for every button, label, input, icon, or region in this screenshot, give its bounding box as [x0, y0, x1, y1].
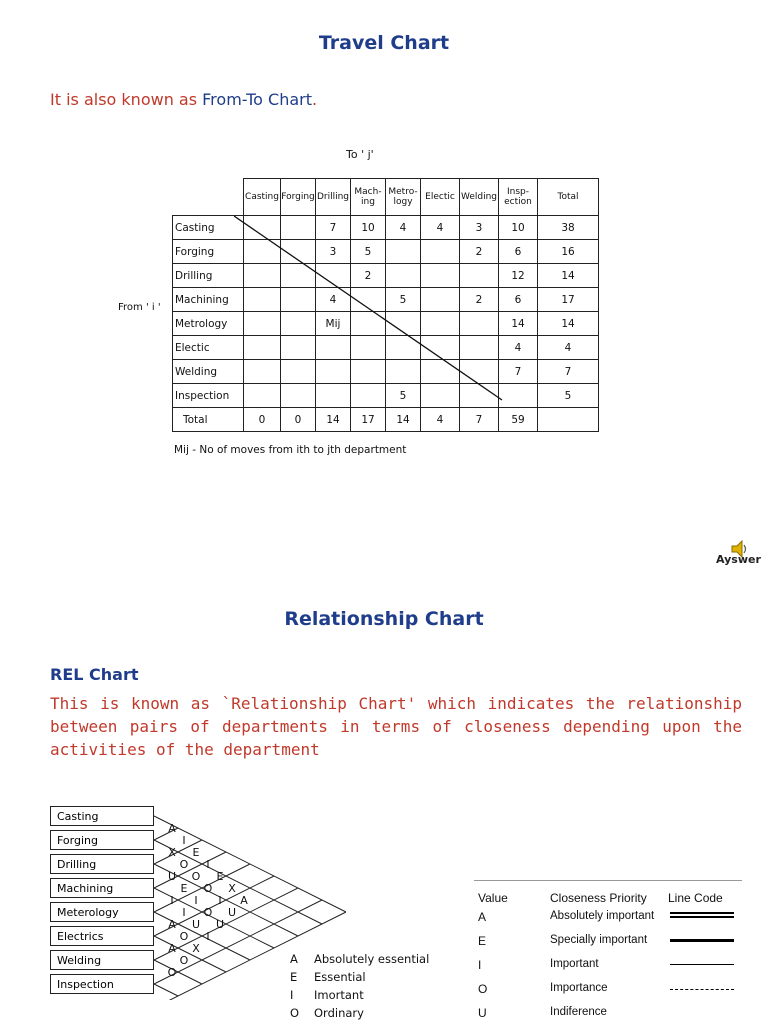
department-box: Welding	[50, 950, 154, 970]
table-cell: 17	[538, 288, 599, 312]
closeness-code: A	[168, 918, 176, 931]
diagonal-line	[234, 216, 504, 402]
rel-chart-subtitle: REL Chart	[50, 665, 139, 684]
closeness-code: U	[215, 918, 225, 931]
closeness-code: A	[240, 894, 248, 907]
legend-priority: Importance	[550, 982, 608, 994]
closeness-code: E	[192, 846, 200, 859]
table-cell: 3	[460, 216, 499, 240]
row-label: Machining	[173, 288, 244, 312]
department-box: Meterology	[50, 902, 154, 922]
col-header: Total	[538, 179, 599, 216]
key-code: O	[290, 1006, 300, 1020]
table-cell: 59	[499, 408, 538, 432]
closeness-code: O	[203, 906, 213, 919]
to-label: To ' j'	[346, 148, 374, 161]
table-cell	[499, 384, 538, 408]
line-code-sample	[670, 939, 734, 942]
row-label: Casting	[173, 216, 244, 240]
legend-value: E	[478, 934, 487, 948]
table-cell: 6	[499, 240, 538, 264]
closeness-code: E	[180, 882, 188, 895]
col-header: Mach-ing	[351, 179, 386, 216]
row-label: Forging	[173, 240, 244, 264]
legend-row	[474, 905, 742, 929]
closeness-key	[290, 952, 429, 1024]
closeness-code: I	[182, 906, 186, 919]
legend-row	[474, 977, 742, 1001]
mij-footnote: Mij - No of moves from ith to jth department	[174, 444, 407, 456]
table-cell: 6	[499, 288, 538, 312]
travel-chart-table-wrap	[172, 178, 599, 432]
table-cell: 7	[316, 216, 351, 240]
travel-chart-title: Travel Chart	[318, 32, 450, 54]
table-cell: 16	[538, 240, 599, 264]
table-cell: 7	[499, 360, 538, 384]
audio-label: Ayswer	[716, 553, 761, 566]
department-box: Electrics	[50, 926, 154, 946]
table-cell: 12	[499, 264, 538, 288]
key-code: A	[290, 952, 298, 966]
legend-row	[474, 929, 742, 953]
table-cell: 14	[538, 264, 599, 288]
closeness-code: O	[179, 954, 189, 967]
legend-row	[474, 1001, 742, 1025]
closeness-code: I	[194, 894, 198, 907]
col-header: Electic	[421, 179, 460, 216]
table-cell: 14	[538, 312, 599, 336]
corner-cell	[173, 179, 244, 216]
line-code-legend	[474, 880, 742, 1025]
table-cell	[538, 408, 599, 432]
row-label: Welding	[173, 360, 244, 384]
closeness-code: O	[203, 882, 213, 895]
closeness-code: O	[167, 966, 177, 979]
table-cell: 17	[351, 408, 386, 432]
col-header: Drilling	[316, 179, 351, 216]
intro-suffix: .	[311, 90, 318, 109]
table-cell: 7	[538, 360, 599, 384]
closeness-code: A	[168, 942, 176, 955]
table-cell: 5	[386, 288, 421, 312]
table-row	[173, 408, 599, 432]
closeness-code: I	[206, 930, 210, 943]
grid-line	[154, 984, 178, 996]
table-cell: Mij	[316, 312, 351, 336]
grid-line	[154, 936, 226, 972]
col-header: Welding	[460, 179, 499, 216]
closeness-code: U	[191, 918, 201, 931]
table-cell: 4	[386, 216, 421, 240]
closeness-code: I	[182, 834, 186, 847]
legend-priority: Absolutely important	[550, 910, 655, 922]
col-header: Casting	[244, 179, 281, 216]
legend-priority: Important	[550, 958, 599, 970]
legend-value: I	[478, 958, 482, 972]
legend-value: A	[478, 910, 487, 924]
table-cell: 10	[499, 216, 538, 240]
grid-line	[154, 840, 322, 924]
closeness-code: X	[168, 846, 176, 859]
col-header: Insp-ection	[499, 179, 538, 216]
closeness-code: A	[168, 822, 176, 835]
closeness-code: X	[228, 882, 236, 895]
table-cell: 14	[499, 312, 538, 336]
table-cell: 0	[244, 408, 281, 432]
from-label: From ' i '	[118, 302, 161, 313]
legend-value: U	[478, 1006, 487, 1020]
key-text: Essential	[314, 970, 366, 984]
table-cell: 5	[386, 384, 421, 408]
relationship-chart-title: Relationship Chart	[284, 608, 484, 630]
closeness-code: O	[179, 930, 189, 943]
key-text: Absolutely essential	[314, 952, 430, 966]
legend-priority: Indiference	[550, 1006, 607, 1018]
table-cell: 14	[316, 408, 351, 432]
closeness-code: U	[227, 906, 237, 919]
legend-value: O	[478, 982, 488, 996]
closeness-code: I	[218, 894, 222, 907]
table-cell: 7	[460, 408, 499, 432]
row-label: Metrology	[173, 312, 244, 336]
table-cell: 5	[538, 384, 599, 408]
legend-priority: Specially important	[550, 934, 648, 946]
table-cell: 14	[386, 408, 421, 432]
travel-intro	[50, 90, 317, 109]
intro-prefix: It is also known as	[50, 90, 203, 109]
table-cell: 4	[421, 408, 460, 432]
table-cell: 4	[421, 216, 460, 240]
table-cell: 5	[351, 240, 386, 264]
department-box: Drilling	[50, 854, 154, 874]
audio-button[interactable]	[716, 540, 766, 568]
department-box: Forging	[50, 830, 154, 850]
key-text: Imortant	[314, 988, 364, 1002]
row-label: Inspection	[173, 384, 244, 408]
closeness-code: O	[179, 858, 189, 871]
row-label: Drilling	[173, 264, 244, 288]
table-cell: 38	[538, 216, 599, 240]
legend-header-row	[474, 881, 742, 905]
row-label: Total	[173, 408, 244, 432]
department-box: Inspection	[50, 974, 154, 994]
table-cell: 2	[460, 288, 499, 312]
closeness-code: X	[192, 942, 200, 955]
col-header: Forging	[281, 179, 316, 216]
intro-link-text: From-To Chart	[202, 90, 312, 109]
table-cell: 0	[281, 408, 316, 432]
closeness-code: U	[167, 870, 177, 883]
legend-header: Closeness Priority	[550, 891, 647, 905]
row-label: Electic	[173, 336, 244, 360]
legend-header: Value	[478, 891, 508, 905]
department-box: Machining	[50, 878, 154, 898]
table-cell: 2	[460, 240, 499, 264]
grid-line	[154, 852, 226, 888]
rel-description: This is known as `Relationship Chart' which indicates the relationship between pairs of departments in terms of closeness depending upon the activities of the department	[50, 694, 742, 759]
table-cell: 3	[316, 240, 351, 264]
table-cell: 4	[538, 336, 599, 360]
department-box: Casting	[50, 806, 154, 826]
closeness-code: I	[170, 894, 174, 907]
closeness-code: O	[191, 870, 201, 883]
line-code-sample	[670, 964, 734, 965]
table-cell: 4	[499, 336, 538, 360]
col-header: Metro-logy	[386, 179, 421, 216]
line-code-sample	[670, 912, 734, 918]
table-cell: 4	[316, 288, 351, 312]
key-text: Ordinary	[314, 1006, 364, 1020]
legend-row	[474, 953, 742, 977]
legend-rows	[474, 905, 742, 1025]
closeness-code: E	[216, 870, 224, 883]
closeness-code: I	[206, 858, 210, 871]
table-cell: 10	[351, 216, 386, 240]
line-code-sample	[670, 989, 734, 990]
legend-header: Line Code	[668, 891, 723, 905]
key-code: I	[290, 988, 294, 1002]
table-cell: 2	[351, 264, 386, 288]
key-code: E	[290, 970, 298, 984]
